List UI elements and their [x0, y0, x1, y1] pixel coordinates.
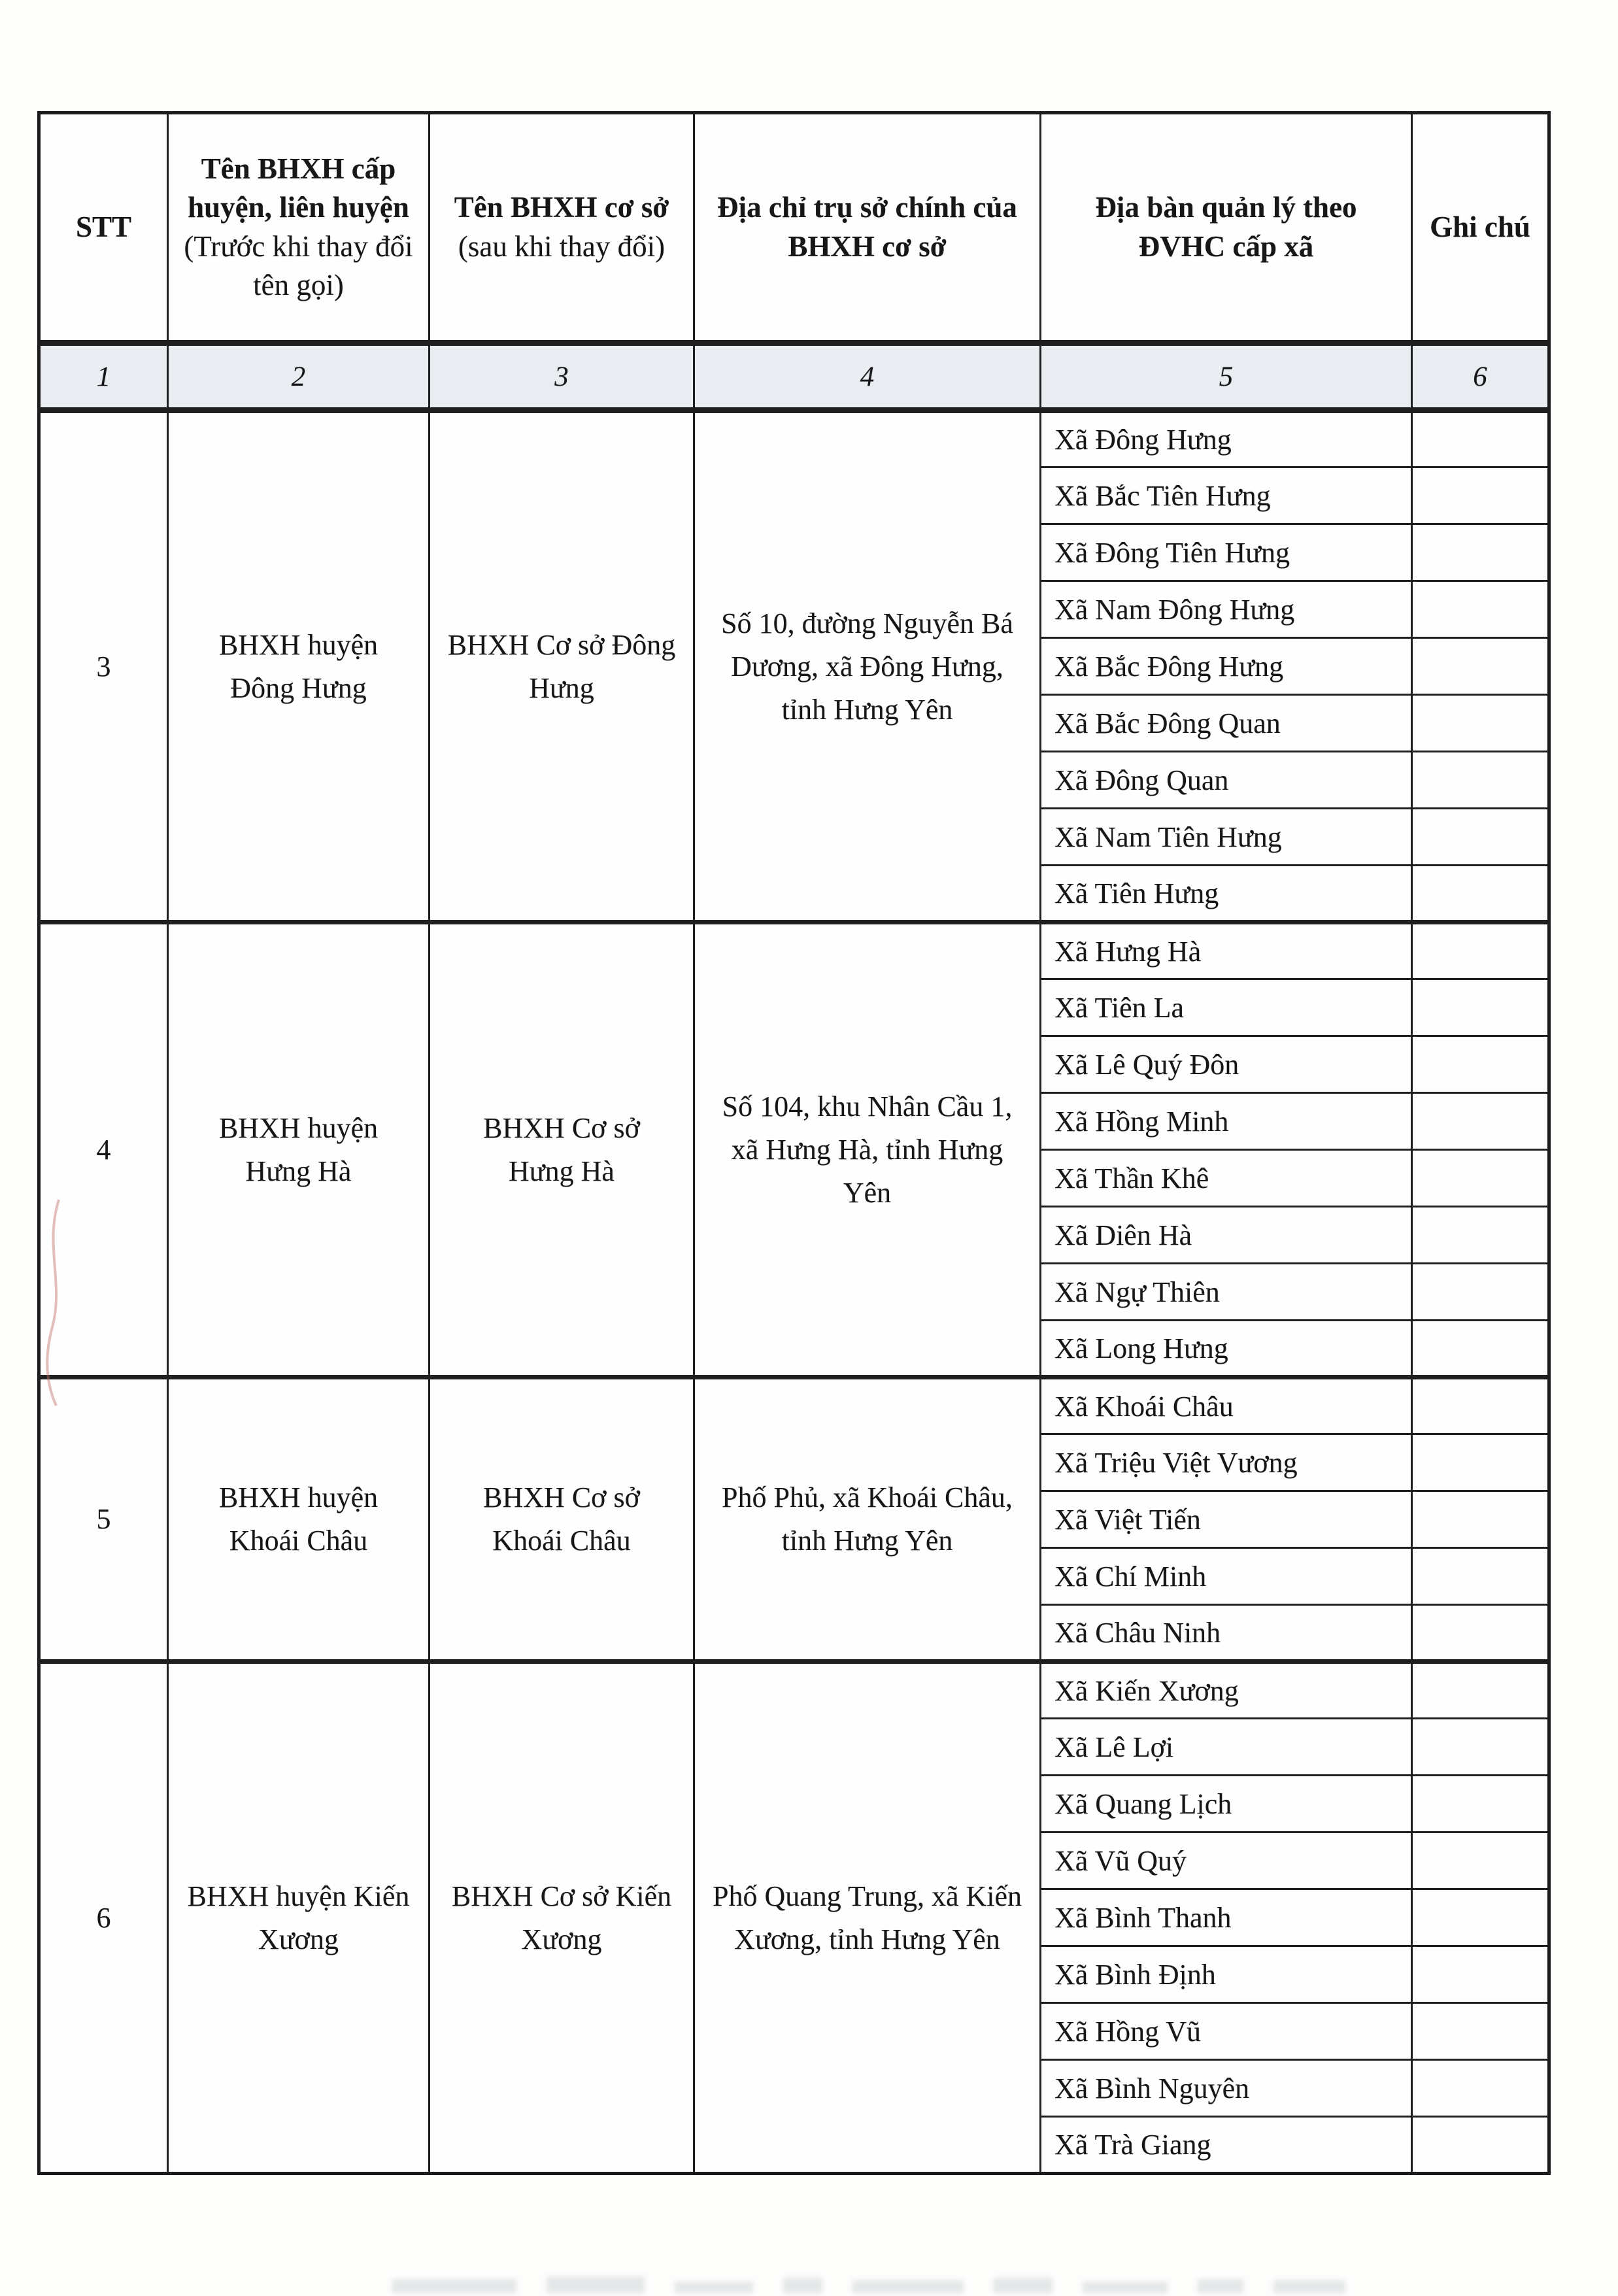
address-cell: Số 10, đường Nguyễn Bá Dương, xã Đông Hưng, tỉnh Hưng Yên	[694, 411, 1041, 922]
commune-cell: Xã Bắc Đông Hưng	[1041, 638, 1412, 695]
header-cell-note: Ghi chú	[1412, 113, 1549, 343]
new-name-cell: BHXH Cơ sở Khoái Châu	[430, 1377, 694, 1662]
column-number: 3	[430, 343, 694, 411]
note-cell	[1412, 1889, 1549, 1946]
note-cell	[1412, 1776, 1549, 1832]
commune-cell: Xã Diên Hà	[1041, 1207, 1412, 1264]
note-cell	[1412, 1434, 1549, 1491]
table-row	[39, 922, 1549, 979]
commune-cell: Xã Triệu Việt Vương	[1041, 1434, 1412, 1491]
note-cell	[1412, 752, 1549, 809]
note-cell	[1412, 2117, 1549, 2174]
commune-cell: Xã Đông Quan	[1041, 752, 1412, 809]
commune-cell: Xã Tiên Hưng	[1041, 866, 1412, 922]
commune-cell: Xã Hồng Minh	[1041, 1093, 1412, 1150]
note-cell	[1412, 1264, 1549, 1321]
note-cell	[1412, 467, 1549, 524]
header-cell-address: Địa chỉ trụ sở chính của BHXH cơ sở	[694, 113, 1041, 343]
header-new-name-sub: (sau khi thay đổi)	[458, 229, 666, 263]
column-number: 6	[1412, 343, 1549, 411]
commune-cell: Xã Ngự Thiên	[1041, 1264, 1412, 1321]
note-cell	[1412, 524, 1549, 581]
table-row	[39, 1377, 1549, 1434]
commune-cell: Xã Đông Hưng	[1041, 411, 1412, 467]
old-name-cell: BHXH huyện Đông Hưng	[168, 411, 430, 922]
header-cell-new-name	[430, 113, 694, 343]
header-cell-old-name	[168, 113, 430, 343]
header-cell-area: Địa bàn quản lý theo ĐVHC cấp xã	[1041, 113, 1412, 343]
address-cell: Phố Phủ, xã Khoái Châu, tỉnh Hưng Yên	[694, 1377, 1041, 1662]
page-bleed-artifact	[392, 2274, 1386, 2293]
commune-cell: Xã Long Hưng	[1041, 1321, 1412, 1377]
column-number-row	[39, 343, 1549, 411]
commune-cell: Xã Châu Ninh	[1041, 1605, 1412, 1662]
old-name-cell: BHXH huyện Hưng Hà	[168, 922, 430, 1377]
stt-cell: 6	[39, 1662, 168, 2174]
note-cell	[1412, 1605, 1549, 1662]
note-cell	[1412, 2003, 1549, 2060]
old-name-cell: BHXH huyện Khoái Châu	[168, 1377, 430, 1662]
commune-cell: Xã Bình Định	[1041, 1946, 1412, 2003]
address-cell: Phố Quang Trung, xã Kiến Xương, tỉnh Hưng Yên	[694, 1662, 1041, 2174]
note-cell	[1412, 638, 1549, 695]
table-row	[39, 411, 1549, 467]
column-number: 2	[168, 343, 430, 411]
commune-cell: Xã Việt Tiến	[1041, 1491, 1412, 1548]
note-cell	[1412, 581, 1549, 638]
commune-cell: Xã Quang Lịch	[1041, 1776, 1412, 1832]
commune-cell: Xã Hồng Vũ	[1041, 2003, 1412, 2060]
note-cell	[1412, 695, 1549, 752]
header-cell-stt: STT	[39, 113, 168, 343]
address-cell: Số 104, khu Nhân Cầu 1, xã Hưng Hà, tỉnh Hưng Yên	[694, 922, 1041, 1377]
note-cell	[1412, 1093, 1549, 1150]
stt-cell: 3	[39, 411, 168, 922]
new-name-cell: BHXH Cơ sở Kiến Xương	[430, 1662, 694, 2174]
note-cell	[1412, 866, 1549, 922]
note-cell	[1412, 809, 1549, 866]
table-row	[39, 1662, 1549, 1719]
header-old-name-sub: (Trước khi thay đổi tên gọi)	[184, 229, 413, 301]
commune-cell: Xã Thần Khê	[1041, 1150, 1412, 1207]
old-name-cell: BHXH huyện Kiến Xương	[168, 1662, 430, 2174]
note-cell	[1412, 922, 1549, 979]
commune-cell: Xã Kiến Xương	[1041, 1662, 1412, 1719]
commune-cell: Xã Bình Nguyên	[1041, 2060, 1412, 2117]
commune-cell: Xã Tiên La	[1041, 979, 1412, 1036]
note-cell	[1412, 1832, 1549, 1889]
commune-cell: Xã Vũ Quý	[1041, 1832, 1412, 1889]
commune-cell: Xã Nam Tiên Hưng	[1041, 809, 1412, 866]
note-cell	[1412, 2060, 1549, 2117]
commune-cell: Xã Lê Quý Đôn	[1041, 1036, 1412, 1093]
bhxh-table	[37, 111, 1551, 2175]
new-name-cell: BHXH Cơ sở Đông Hưng	[430, 411, 694, 922]
commune-cell: Xã Hưng Hà	[1041, 922, 1412, 979]
column-number: 5	[1041, 343, 1412, 411]
note-cell	[1412, 1036, 1549, 1093]
note-cell	[1412, 1377, 1549, 1434]
header-new-name-title: Tên BHXH cơ sở	[454, 191, 669, 224]
commune-cell: Xã Bắc Đông Quan	[1041, 695, 1412, 752]
table-header-row	[39, 113, 1549, 343]
commune-cell: Xã Chí Minh	[1041, 1548, 1412, 1605]
note-cell	[1412, 1662, 1549, 1719]
note-cell	[1412, 1491, 1549, 1548]
note-cell	[1412, 1946, 1549, 2003]
note-cell	[1412, 1207, 1549, 1264]
stt-cell: 4	[39, 922, 168, 1377]
commune-cell: Xã Trà Giang	[1041, 2117, 1412, 2174]
header-old-name-title: Tên BHXH cấp huyện, liên huyện	[188, 152, 409, 224]
stt-cell: 5	[39, 1377, 168, 1662]
new-name-cell: BHXH Cơ sở Hưng Hà	[430, 922, 694, 1377]
commune-cell: Xã Khoái Châu	[1041, 1377, 1412, 1434]
commune-cell: Xã Bắc Tiên Hưng	[1041, 467, 1412, 524]
note-cell	[1412, 979, 1549, 1036]
commune-cell: Xã Nam Đông Hưng	[1041, 581, 1412, 638]
column-number: 1	[39, 343, 168, 411]
commune-cell: Xã Lê Lợi	[1041, 1719, 1412, 1776]
note-cell	[1412, 411, 1549, 467]
note-cell	[1412, 1548, 1549, 1605]
commune-cell: Xã Đông Tiên Hưng	[1041, 524, 1412, 581]
note-cell	[1412, 1719, 1549, 1776]
note-cell	[1412, 1321, 1549, 1377]
column-number: 4	[694, 343, 1041, 411]
note-cell	[1412, 1150, 1549, 1207]
commune-cell: Xã Bình Thanh	[1041, 1889, 1412, 1946]
